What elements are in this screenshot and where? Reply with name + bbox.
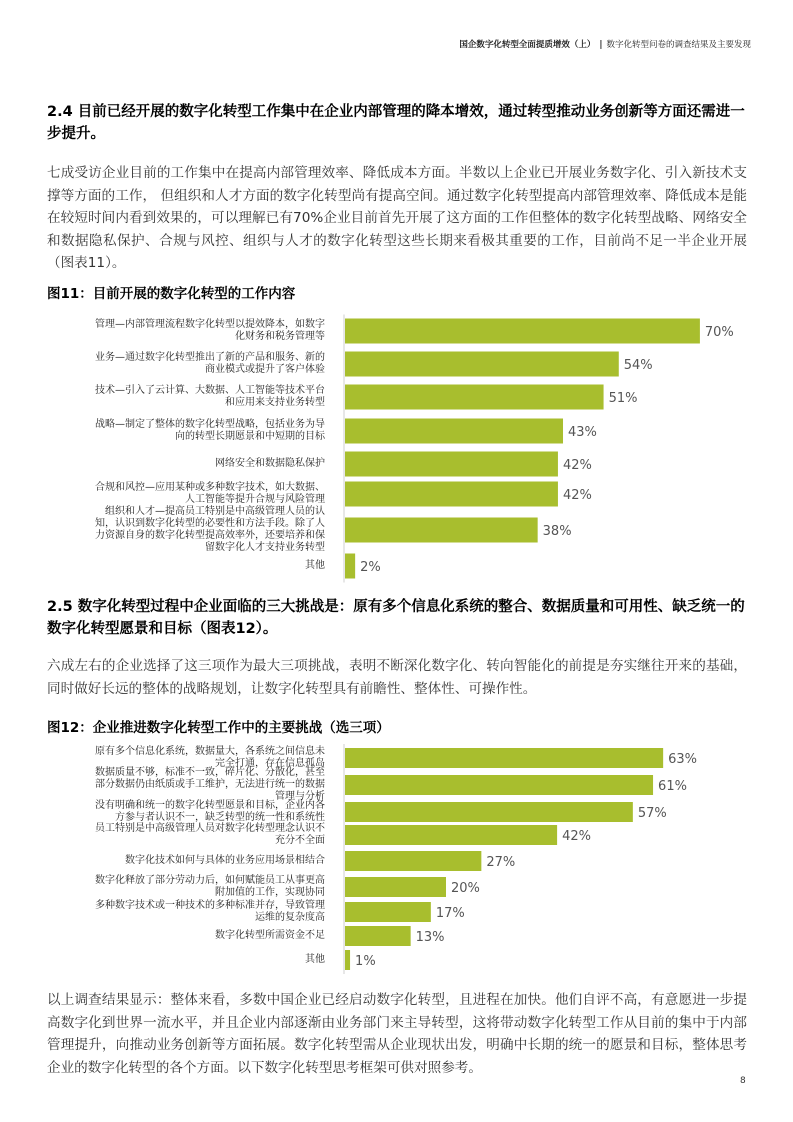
bar-value-label: 51% — [608, 391, 638, 406]
page-number: 8 — [740, 1076, 746, 1086]
category-label — [20, 954, 325, 966]
section-2-5-body: 六成左右的企业选择了这三项作为最大三项挑战，表明不断深化数字化、转向智能化的前提是夯实继往开来的基础，同时做好长远的整体的战略规划，让数字化转型具有前瞻性、整体性、可操作性。 — [47, 658, 747, 697]
category-label — [20, 875, 325, 899]
category-label-line: 化财务和税务管理等 — [235, 331, 325, 342]
bar-value-label: 2% — [360, 560, 381, 575]
category-label-line: 完全打通，存在信息孤岛 — [215, 758, 325, 769]
section-2-5-heading: 2.5 数字化转型过程中企业面临的三大挑战是：原有多个信息化系统的整合、数据质量和可用性、缺乏统一的数字化转型愿景和目标（图表12）。 — [47, 599, 745, 637]
header-subtitle: 数字化转型问卷的调查结果及主要发现 — [606, 40, 751, 50]
category-label-line: 数据质量不够，标准不一致，碎片化、分散化，甚至 — [95, 767, 325, 778]
bar — [345, 802, 633, 822]
category-label-line: 没有明确和统一的数字化转型愿景和目标，企业内各 — [95, 800, 325, 811]
bar — [345, 950, 350, 970]
bar — [345, 877, 446, 897]
bar-value-label: 43% — [568, 425, 597, 440]
bar-value-label: 20% — [451, 881, 480, 896]
category-label-line: 网络安全和数据隐私保护 — [215, 458, 325, 469]
bar — [345, 902, 431, 922]
category-label-line: 和应用来支持业务转型 — [225, 397, 325, 408]
category-label-line: 充分不全面 — [275, 835, 325, 846]
category-label-line: 员工特别是中高级管理人员对数字化转型理念认识不 — [95, 823, 325, 834]
category-label — [20, 855, 325, 867]
bar — [345, 748, 663, 768]
category-label-line: 战略—制定了整体的数字化转型战略，包括业务为导 — [95, 419, 325, 430]
category-label-line: 多种数字技术或一种技术的多种标准并存，导致管理 — [95, 900, 325, 911]
category-label-line: 管理与分析 — [275, 791, 325, 802]
category-label-line: 合规和风控—应用某种或多种数字技术，如大数据、 — [95, 482, 325, 493]
category-label-line: 商业模式或提升了客户体验 — [205, 364, 325, 375]
category-label-line: 向的转型长期愿景和中短期的目标 — [175, 431, 325, 442]
bar — [345, 825, 557, 845]
category-label — [20, 767, 325, 803]
bar — [345, 775, 653, 795]
figure-12-title: 图12：企业推进数字化转型工作中的主要挑战（选三项） — [47, 720, 390, 736]
category-label-line: 管理—内部管理流程数字化转型以提效降本，如数字 — [95, 319, 325, 330]
bar-value-label: 42% — [562, 829, 592, 844]
bar-value-label: 42% — [562, 458, 592, 473]
bar-value-label: 42% — [562, 488, 592, 503]
category-label — [20, 930, 325, 942]
category-label — [20, 823, 325, 847]
section-2-4-heading: 2.4 目前已经开展的数字化转型工作集中在企业内部管理的降本增效，通过转型推动业务创新等方面还需进一步提升。 — [47, 104, 745, 142]
header-separator: | — [599, 40, 603, 50]
category-label-line: 知，认识到数字化转型的必要性和方法手段。除了人 — [95, 518, 325, 529]
category-label-line: 留数字化人才支持业务转型 — [205, 542, 325, 553]
bar-value-label: 70% — [704, 325, 734, 340]
category-label-line: 人工智能等提升合规与风险管理 — [185, 494, 325, 505]
category-label-line: 业务—通过数字化转型推出了新的产品和服务、新的 — [95, 352, 325, 363]
category-label-line: 技术—引入了云计算、大数据、人工智能等技术平台 — [95, 385, 325, 396]
category-label-line: 部分数据仍由纸质或手工维护，无法进行统一的数据 — [95, 779, 325, 790]
category-label-line: 其他 — [305, 560, 325, 571]
conclusion-body: 以上调查结果显示：整体来看，多数中国企业已经启动数字化转型，且进程在加快。他们自评不高，有意愿进一步提高数字化到世界一流水平，并且企业内部逐渐由业务部门来主导转型，这将带动数字化转型工作从目前的集中于内部管理提升，向推动业务创新等方面拓展。数字化转型需从企业现状出发，明确中长期的统一的愿景和目标，整体思考企业的数字化转型的各个方面。以下数字化转型思考框架可供对照参考。 — [47, 992, 747, 1076]
figure-11-title: 图11：目前开展的数字化转型的工作内容 — [47, 286, 296, 302]
category-label-line: 其他 — [305, 954, 325, 965]
category-label-line: 附加值的工作，实现协同 — [215, 887, 325, 898]
bar-value-label: 61% — [658, 779, 687, 794]
bar-value-label: 38% — [542, 524, 572, 539]
category-label — [20, 900, 325, 924]
category-label-line: 数字化转型所需资金不足 — [215, 930, 325, 941]
category-label-line: 力资源自身的数字化转型提高效率外，还要培养和保 — [95, 530, 325, 541]
bar-value-label: 54% — [623, 358, 653, 373]
section-2-4-body: 七成受访企业目前的工作集中在提高内部管理效率、降低成本方面。半数以上企业已开展业务数字化、引入新技术支撑等方面的工作， 但组织和人才方面的数字化转型尚有提高空间。通过数字化转型提高内部管理效率、降低成本是能在较短时间内看到效果的，可以理解已有70%企业目前首先开展了这方面的工作但整体的数字化转型战略、网络安全和数据隐私保护、合规与风控、组织与人才的数字化转型这些长期来看极其重要的工作，目前尚不足一半企业开展（图表11）。 — [47, 165, 747, 272]
category-label-line: 运维的复杂度高 — [255, 912, 325, 923]
category-label-line: 原有多个信息化系统，数据量大，各系统之间信息未 — [95, 746, 325, 757]
bar — [345, 851, 481, 871]
bar-value-label: 17% — [435, 906, 465, 921]
category-label — [20, 800, 325, 824]
bar-value-label: 1% — [355, 954, 376, 969]
bar-value-label: 27% — [486, 855, 516, 870]
bar-value-label: 13% — [415, 930, 445, 945]
bar-value-label: 57% — [637, 806, 667, 821]
category-label-line: 方参与者认识不一，缺乏转型的统一性和系统性 — [115, 812, 325, 823]
category-label-line: 组织和人才—提高员工特别是中高级管理人员的认 — [105, 506, 325, 517]
bar — [345, 926, 411, 946]
category-label-line: 数字化技术如何与具体的业务应用场景相结合 — [125, 855, 325, 866]
header-title: 国企数字化转型全面提质增效（上） — [459, 40, 596, 50]
bar-value-label: 63% — [668, 752, 698, 767]
category-label-line: 数字化释放了部分劳动力后，如何赋能员工从事更高 — [95, 875, 325, 886]
